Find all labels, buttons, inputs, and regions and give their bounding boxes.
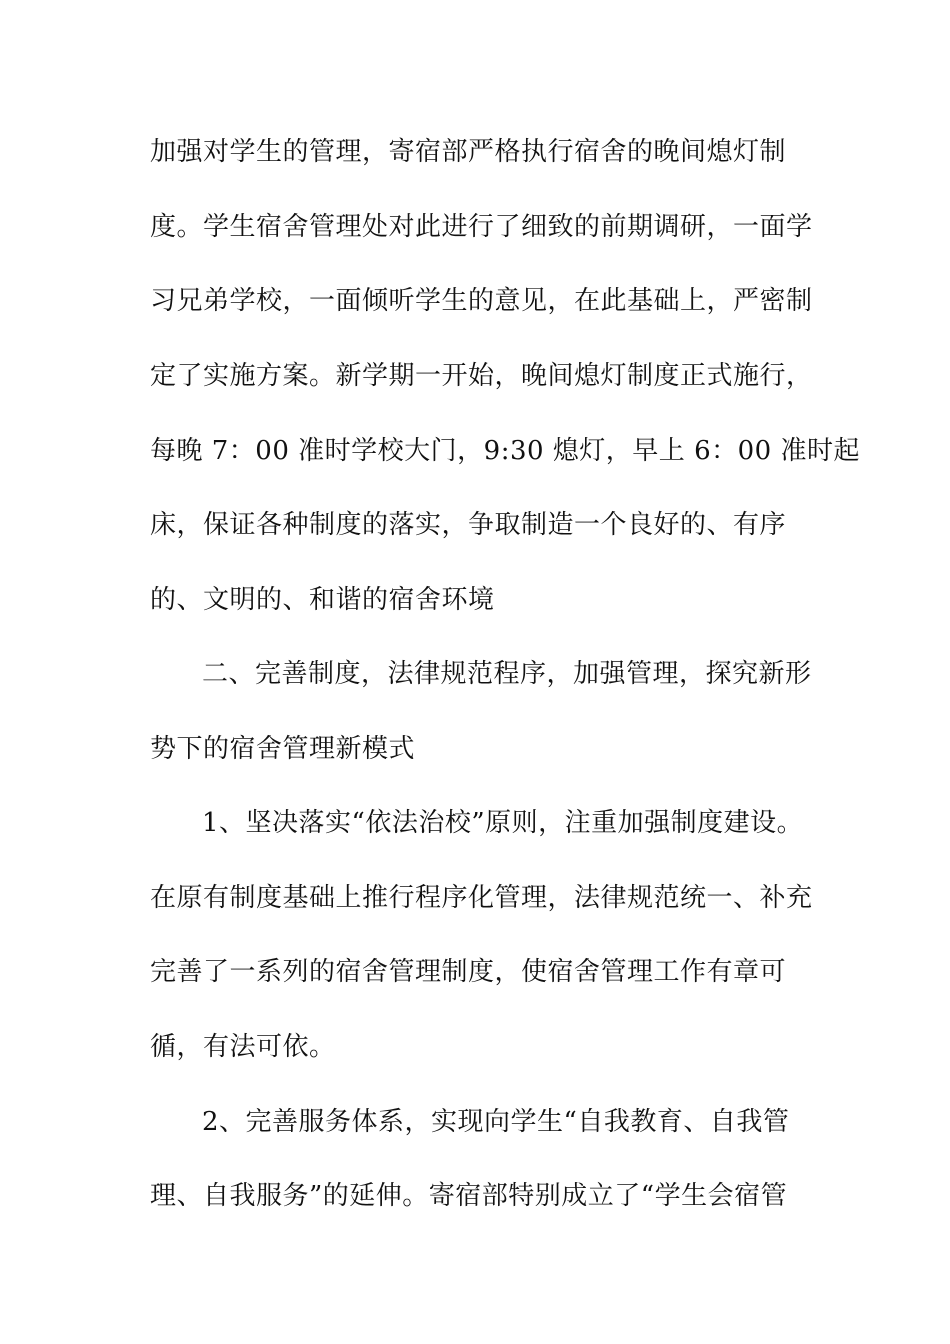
text-line-4: 定了实施方案。新学期一开始，晚间熄灯制度正式施行， xyxy=(150,361,813,391)
text-line-3: 习兄弟学校，一面倾听学生的意见，在此基础上，严密制 xyxy=(150,286,813,316)
text-line-15: 理、自我服务”的延伸。寄宿部特别成立了“学生会宿管 xyxy=(150,1181,788,1211)
section-heading-line-1: 二、完善制度，法律规范程序，加强管理，探究新形 xyxy=(202,659,812,689)
text-line-2: 度。学生宿舍管理处对此进行了细致的前期调研，一面学 xyxy=(150,212,813,242)
text-line-6: 床，保证各种制度的落实，争取制造一个良好的、有序 xyxy=(150,510,787,540)
text-line-1: 加强对学生的管理，寄宿部严格执行宿舍的晚间熄灯制 xyxy=(150,137,787,167)
text-line-12: 完善了一系列的宿舍管理制度，使宿舍管理工作有章可 xyxy=(150,957,787,987)
text-line-14: 2、完善服务体系，实现向学生“自我教育、自我管 xyxy=(202,1107,790,1137)
text-line-5: 每晚 7：00 准时学校大门，9:30 熄灯，早上 6：00 准时起 xyxy=(150,436,860,466)
text-line-13: 循，有法可依。 xyxy=(150,1032,336,1062)
text-line-11: 在原有制度基础上推行程序化管理，法律规范统一、补充 xyxy=(150,883,813,913)
section-heading-line-2: 势下的宿舍管理新模式 xyxy=(150,734,416,764)
text-line-7: 的、文明的、和谐的宿舍环境 xyxy=(150,585,495,615)
text-line-10: 1、坚决落实“依法治校”原则，注重加强制度建设。 xyxy=(202,808,804,838)
